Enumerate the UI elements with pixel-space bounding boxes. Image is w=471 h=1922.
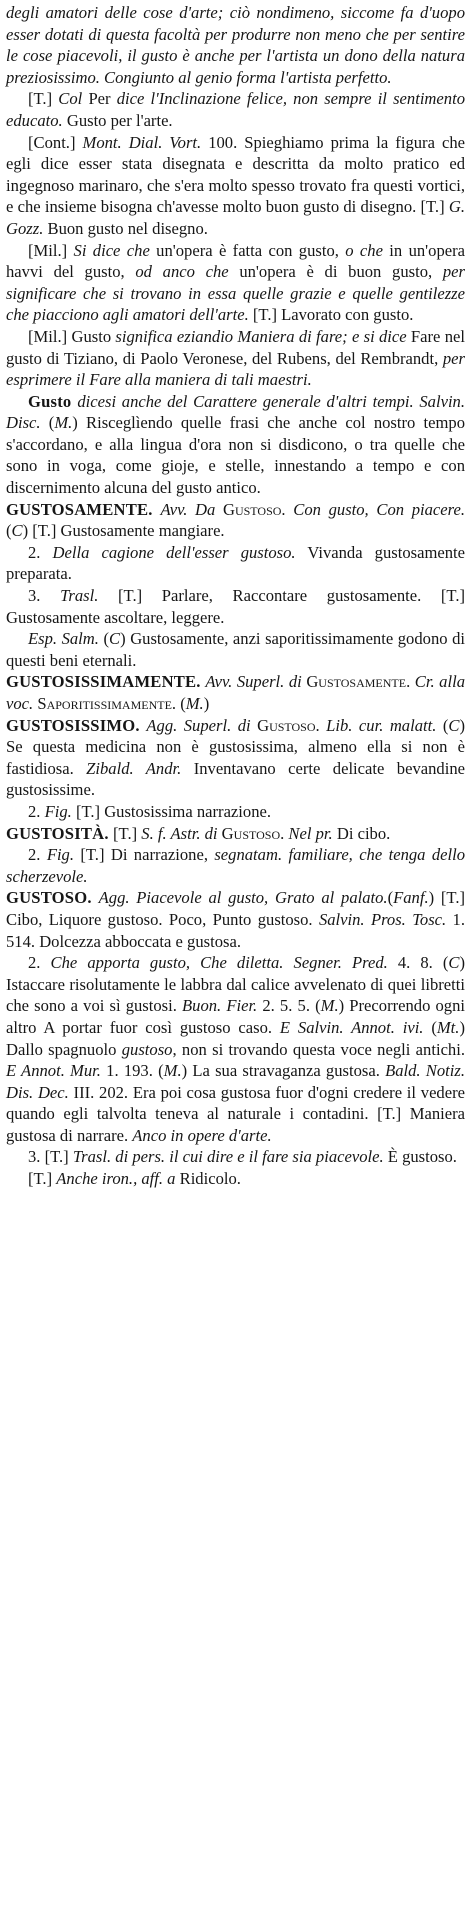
body-text: 2.: [28, 845, 47, 865]
italic-text: Esp. Salm.: [28, 629, 99, 649]
headword: GUSTOSAMENTE.: [6, 499, 161, 519]
body-text: [T.] Lavorato con gusto.: [248, 305, 414, 325]
headword: GUSTOSITÀ.: [6, 823, 114, 843]
dictionary-paragraph: [6, 823, 465, 845]
headword: GUSTOSISSIMO.: [6, 715, 147, 735]
body-text: (: [423, 1017, 437, 1037]
body-text: 2.: [28, 801, 45, 821]
italic-text: significa eziandio Maniera di fare; e si dice: [115, 326, 407, 346]
body-text: 1. 193. (: [100, 1061, 164, 1081]
body-text: (: [387, 888, 394, 908]
body-text: Fare nel gusto di Tiziano, di Paolo Veronese, del Rubens, del Rembrandt,: [6, 326, 465, 368]
body-text: [Mil.]: [28, 240, 74, 260]
body-text: ) Gustosamente, anzi saporitissimamente godono di questi beni eternali.: [6, 629, 465, 670]
body-text: Ridicolo.: [175, 1169, 241, 1189]
small-caps-reference: Gustoso.: [215, 499, 294, 519]
dictionary-paragraph: [6, 628, 465, 671]
italic-text: o che: [345, 240, 383, 260]
dictionary-paragraph: [6, 671, 465, 714]
italic-text: per esprimere il Fare alla maniera di tali maestri.: [6, 348, 465, 390]
body-text: , non si trovando questa voce negli antichi.: [172, 1039, 465, 1059]
italic-text: Trasl.: [60, 586, 99, 606]
italic-text: G. Gozz.: [6, 197, 465, 238]
italic-text: Buon. Fier.: [182, 996, 258, 1016]
body-text: ) [T.] Gustosamente mangiare.: [22, 521, 225, 541]
italic-text: M.: [185, 694, 204, 713]
italic-text: Bald. Notiz. Dis. Dec.: [6, 1061, 465, 1102]
body-text: 3.: [28, 586, 61, 606]
italic-text: Si dice che: [73, 240, 150, 260]
body-text: 2.: [28, 542, 53, 562]
italic-text: Mt.: [436, 1017, 460, 1037]
body-text: 3. [T.]: [28, 1147, 73, 1167]
italic-text: Agg. Superl. di: [146, 715, 251, 735]
headword: GUSTOSISSIMAMENTE.: [6, 672, 206, 692]
italic-text: Che apporta gusto, Che diletta. Segner. Pred.: [50, 953, 388, 973]
dictionary-paragraph: [6, 240, 465, 326]
body-text: 2. 5. 5. (: [257, 996, 321, 1016]
italic-text: Anche iron., aff. a: [56, 1169, 176, 1189]
body-text: ) [T.] Cibo, Liquore gustoso. Poco, Punto gustoso.: [6, 888, 465, 929]
dictionary-paragraph: [6, 844, 465, 887]
body-text: (: [180, 694, 186, 713]
dictionary-paragraph: [6, 887, 465, 952]
dictionary-paragraph: [6, 2, 465, 88]
dictionary-paragraph: [6, 952, 465, 1146]
body-text: 2.: [28, 953, 51, 973]
body-text: [T.]: [113, 823, 142, 843]
italic-text: M.: [54, 413, 73, 433]
italic-text: E Annot. Mur.: [6, 1061, 101, 1081]
italic-text: Fig.: [44, 801, 72, 821]
body-text: un'opera è di buon gusto,: [228, 262, 443, 282]
body-text: [Cont.]: [28, 132, 83, 152]
italic-text: S. f. Astr. di: [141, 823, 218, 843]
body-text: in un'opera havvi del gusto,: [6, 240, 465, 282]
italic-text: Anco in opere d'arte.: [132, 1125, 272, 1145]
italic-text: Con gusto, Con piacere.: [293, 499, 466, 519]
small-caps-reference: Gustoso.: [217, 823, 289, 843]
body-text: [Mil.] Gusto: [28, 326, 116, 346]
body-text: [T.] Di narrazione,: [74, 845, 215, 865]
italic-text: Lib. cur. malatt.: [326, 715, 437, 735]
dictionary-paragraph: [6, 132, 465, 240]
body-text: (: [436, 715, 449, 735]
italic-text: C: [448, 953, 460, 973]
body-text: Di cibo.: [332, 823, 391, 843]
italic-text: Fig.: [46, 845, 75, 865]
dictionary-paragraph: [6, 88, 465, 131]
body-text: ) Se questa medicina non è gustosissima, almeno ella si non è fastidiosa.: [6, 715, 465, 778]
body-text: [T.] Parlare, Raccontare gustosamente. [T.] Gustosamente ascoltare, leggere.: [6, 586, 466, 627]
body-text: (: [98, 629, 110, 649]
body-text: 100. Spieghiamo prima la figura che egli dice esser stata disegnata e descritta da molto pratico ed ingegnoso marinaro, che s'era molto spesso trovato fra questi vortici, e che insieme bisogna ch'avesse molto buon gusto di disegno. [T.]: [6, 132, 465, 217]
italic-text: dicesi anche del Carattere generale d'altri tempi. Salvin. Disc.: [6, 391, 465, 433]
body-text: un'opera è fatta con gusto,: [149, 240, 346, 260]
body-text: (: [6, 521, 12, 541]
dictionary-paragraph: [6, 585, 465, 628]
italic-text: Salvin. Pros. Tosc.: [318, 909, 447, 929]
italic-text: C: [11, 521, 23, 541]
italic-text: Nel pr.: [288, 823, 333, 843]
dictionary-paragraph: [6, 391, 465, 499]
dictionary-paragraph: [6, 499, 465, 542]
dictionary-paragraph: [6, 542, 465, 585]
italic-text: E Salvin. Annot. ivi.: [279, 1017, 424, 1037]
body-text: ) Risceglìendo quelle frasi che anche col nostro tempo s'accordano, e alla lingua d'ora non si disdicono, o tra quelle che sono in voga, come gioje, e stelle, innestando a tempo e con discernimento alcuna del gusto antico.: [6, 413, 465, 498]
body-text: [T.] Gustosissima narrazione.: [71, 801, 272, 821]
body-text: Buon gusto nel disegno.: [43, 218, 208, 238]
italic-text: Fanf.: [393, 888, 429, 908]
body-text: Per: [82, 89, 117, 109]
headword: GUSTOSO.: [6, 888, 99, 908]
body-text: [T.]: [28, 1169, 57, 1189]
dictionary-paragraph: [6, 715, 465, 801]
body-text: (: [40, 413, 55, 433]
italic-text: Trasl. di pers. il cui dire e il fare sia piacevole.: [72, 1147, 384, 1167]
dictionary-paragraph: [6, 801, 465, 823]
italic-text: M.: [163, 1061, 182, 1081]
italic-text: per significare che si trovano in essa quelle grazie e quelle gentilezze che piacciono agli amatori dell'arte.: [6, 262, 465, 325]
body-text: ) Istaccare risolutamente le labbra dal calice avvelenato di quei libretti che sono a voi sì gustosi.: [6, 953, 465, 1016]
italic-text: Mont. Dial. Vort.: [82, 132, 202, 152]
italic-text: Cr. alla voc.: [6, 672, 465, 713]
body-text: III. 202. Era poi cosa gustosa fuor d'ogni credere il vedere quando egli talvolta teneva al naturale i contadini. [T.] Maniera gustosa di narrare.: [6, 1082, 465, 1145]
italic-text: Avv. Da: [160, 499, 216, 519]
body-text: 4. 8. (: [387, 953, 449, 973]
dictionary-paragraph: [6, 326, 465, 391]
body-text: Inventavano certe delicate bevandine gustosissime.: [6, 758, 465, 800]
small-caps-reference: Gustoso.: [250, 715, 327, 735]
small-caps-reference: Gustosamente.: [301, 672, 415, 692]
italic-text: Avv. Superl. di: [205, 672, 302, 692]
headword: Gusto: [28, 391, 78, 411]
body-text: ) Precorrendo ogni altro A portar fuor così gustoso caso.: [6, 996, 466, 1037]
body-text: Vivanda gustosamente preparata.: [6, 542, 465, 584]
italic-text: degli amatori delle cose d'arte; ciò nondimeno, siccome fa d'uopo esser dotati di questa facoltà per produrre non meno che per sentire le cose piacevoli, il gusto è anche per l'artista un dono della natura preziosissimo. Congiunto al genio forma l'artista perfetto.: [6, 3, 465, 87]
italic-text: M.: [320, 996, 339, 1016]
body-text: ) Dallo spagnuolo: [6, 1017, 465, 1059]
body-text: Gusto per l'arte.: [62, 110, 173, 130]
italic-text: segnatam. familiare, che tenga dello scherzevole.: [6, 845, 465, 886]
italic-text: gustoso: [121, 1039, 173, 1059]
small-caps-reference: Saporitissimamente.: [33, 694, 181, 713]
body-text: È gustoso.: [383, 1147, 457, 1167]
dictionary-paragraph: [6, 1146, 465, 1168]
italic-text: C: [448, 715, 460, 735]
italic-text: dice l'Inclinazione felice, non sempre il sentimento educato.: [6, 89, 465, 130]
italic-text: Agg. Piacevole al gusto, Grato al palato.: [98, 888, 388, 908]
body-text: [T.]: [28, 89, 59, 109]
italic-text: Col: [58, 89, 83, 109]
dictionary-paragraph: [6, 1168, 465, 1190]
italic-text: Della cagione dell'esser gustoso.: [52, 542, 296, 562]
italic-text: od anco che: [135, 262, 229, 282]
body-text: ): [203, 694, 210, 713]
body-text: 1. 514. Dolcezza abboccata e gustosa.: [6, 909, 465, 951]
body-text: ) La sua stravaganza gustosa.: [181, 1061, 386, 1081]
italic-text: Zibald. Andr.: [86, 758, 182, 778]
italic-text: C: [109, 629, 121, 649]
